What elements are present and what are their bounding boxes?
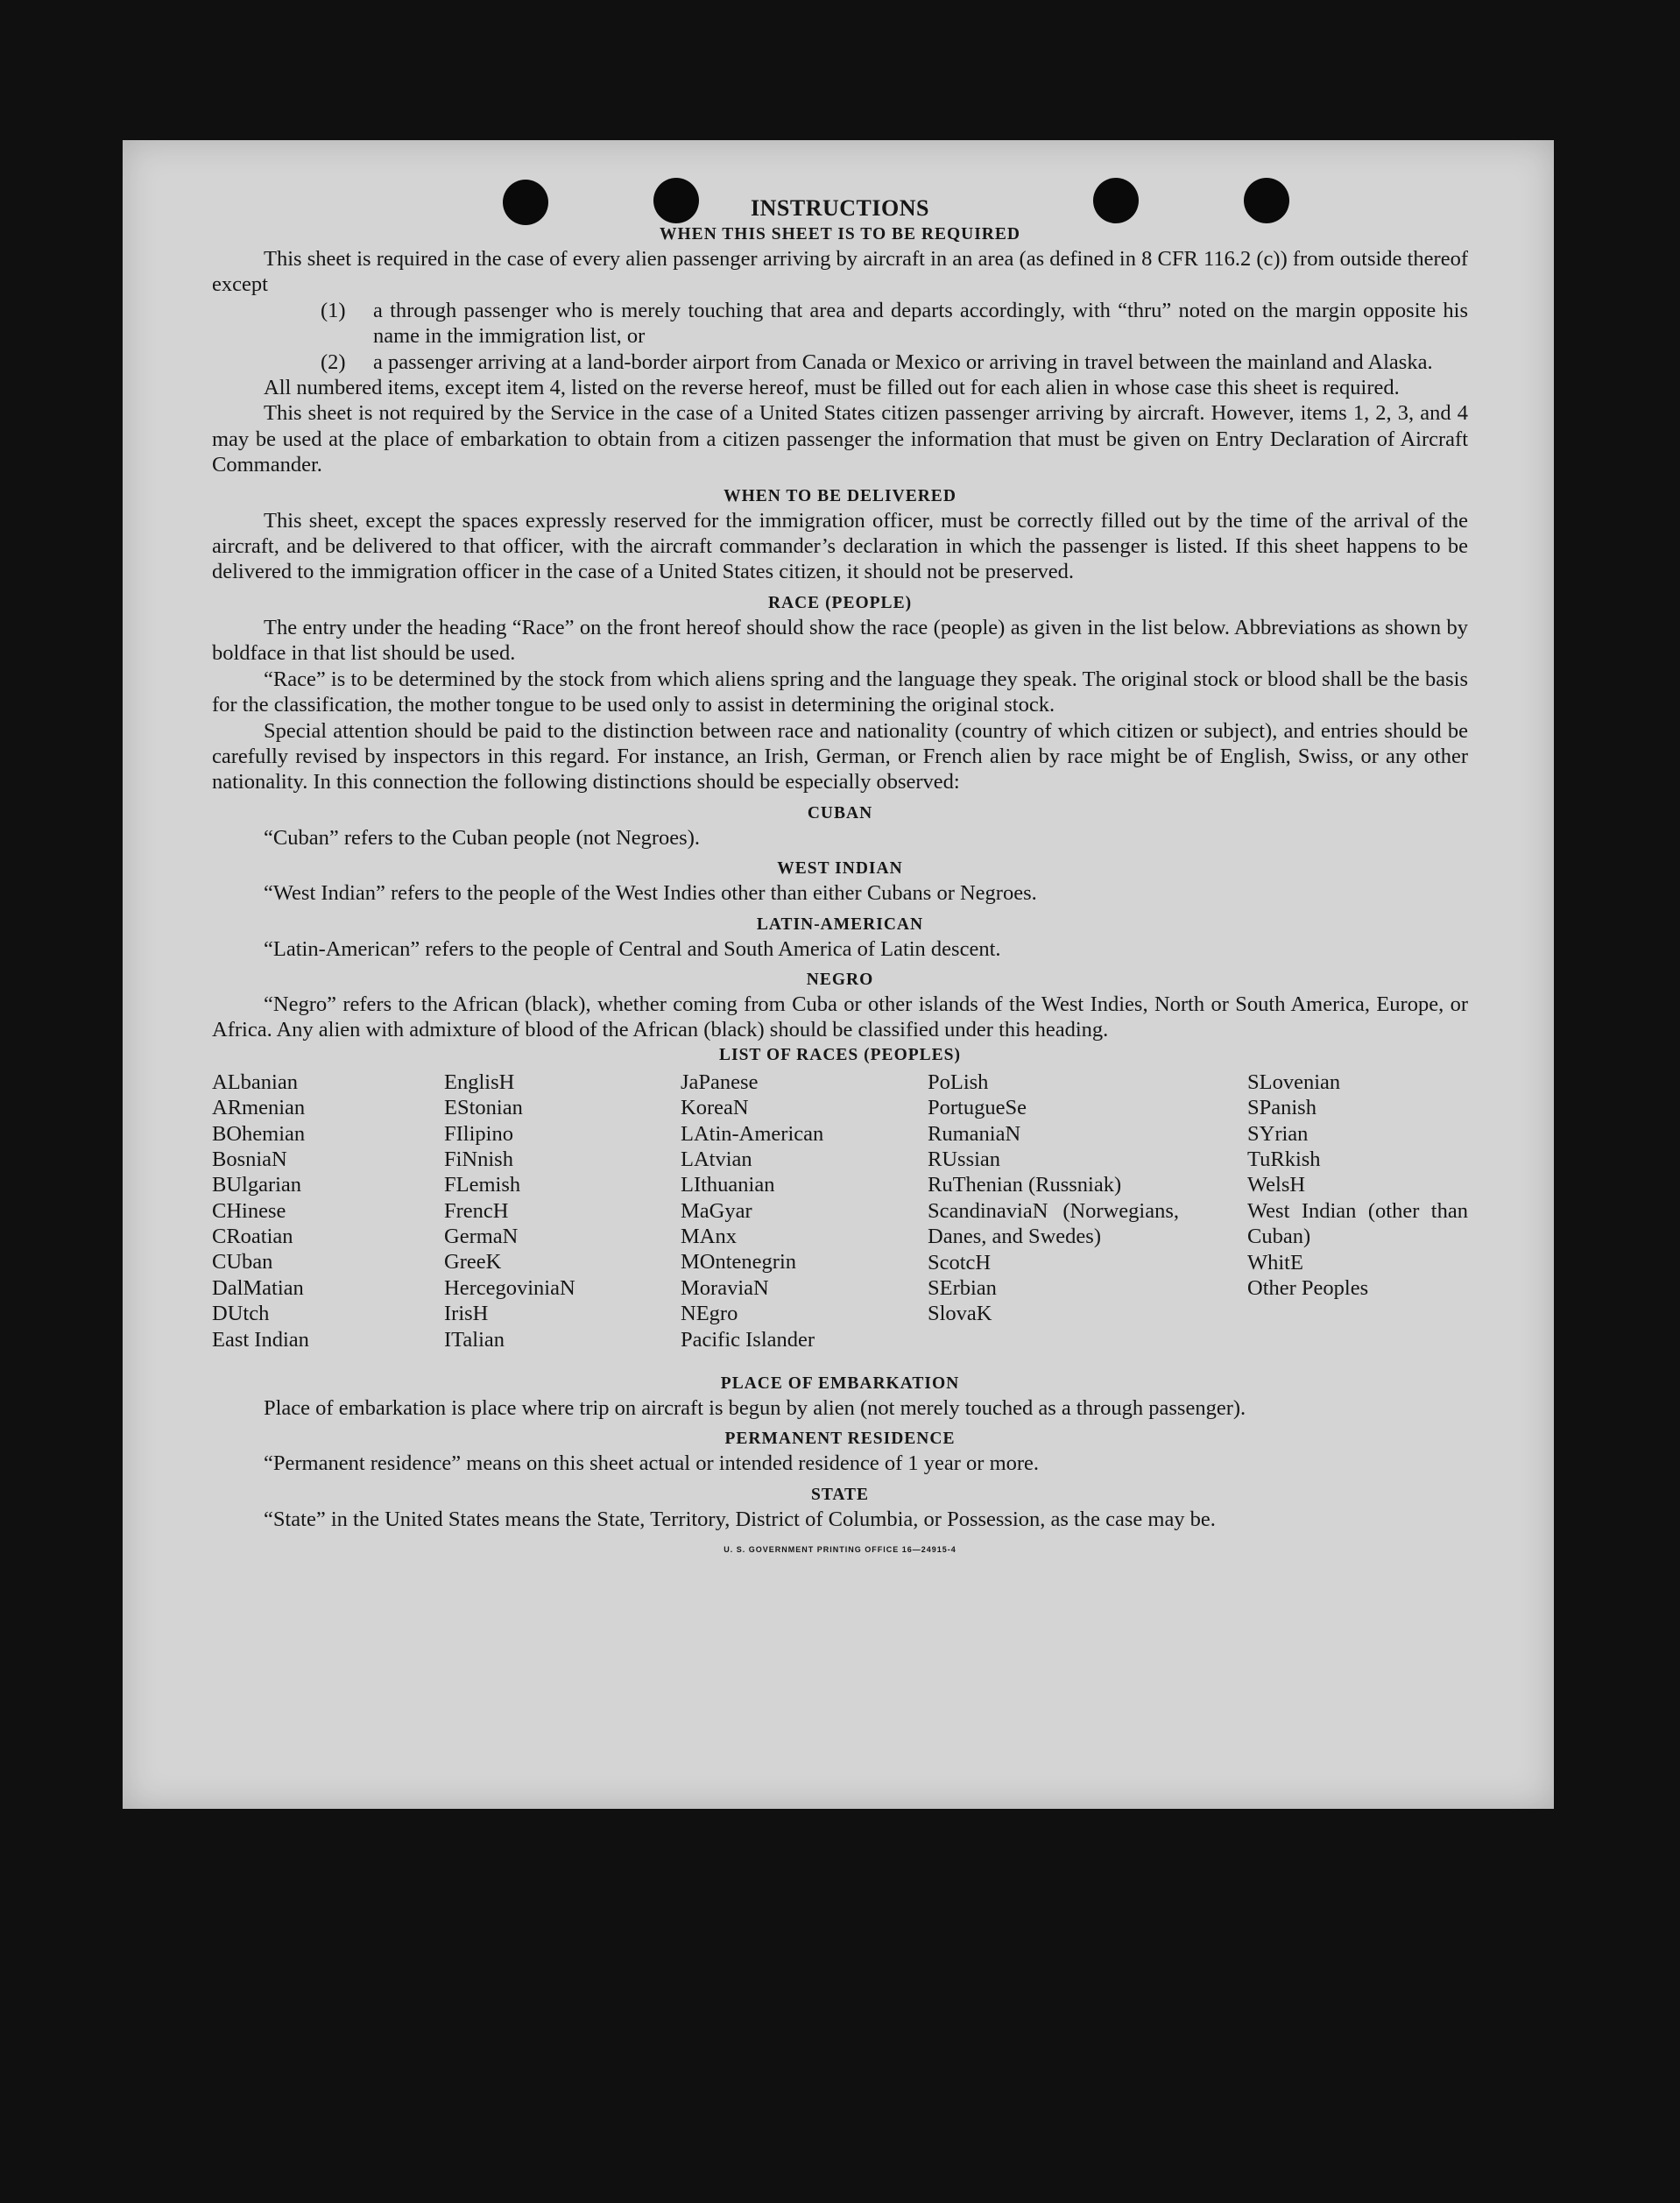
section-heading: PERMANENT RESIDENCE	[724, 1430, 956, 1449]
race-item: BosniaN	[212, 1147, 287, 1171]
race-item: BOhemian	[212, 1121, 306, 1146]
section-heading: LIST OF RACES (PEOPLES)	[718, 1045, 961, 1064]
race-item: WhitE	[1247, 1250, 1303, 1274]
race-item: DUtch	[212, 1302, 270, 1326]
paragraph: This sheet is required in the case of every alien passenger arriving by aircraft in an area (as defined in 8 CFR 116.2 (c)) from outside thereof except	[212, 247, 1468, 297]
paragraph: Special attention should be paid to the distinction between race and nationality (country of which citizen or subject), and entries should be carefully revised by inspectors in this regard. For instance, an Irish, German, or French alien by race might be of English, Swiss, or any other nationality. In this connection the following distinctions should be especially observed:	[212, 718, 1468, 794]
item-number: (2)	[321, 350, 346, 374]
race-list	[212, 1070, 1468, 1372]
race-item: BUlgarian	[212, 1173, 302, 1197]
race-item: EStonian	[444, 1096, 523, 1120]
race-item: GreeK	[444, 1250, 502, 1274]
race-item: NEgro	[681, 1302, 738, 1326]
section-heading: RACE (PEOPLE)	[767, 593, 913, 612]
race-column	[928, 1070, 1179, 1327]
race-item: DalMatian	[212, 1275, 304, 1300]
item-text: a passenger arriving at a land-border airport from Canada or Mexico or arriving in travel between the mainland and Alaska.	[373, 350, 1433, 374]
section-heading: STATE	[810, 1485, 870, 1504]
race-item: West Indian (other than Cuban)	[1247, 1198, 1468, 1249]
race-item: GermaN	[444, 1225, 519, 1249]
section-heading: PLACE OF EMBARKATION	[720, 1373, 960, 1393]
item-text: a through passenger who is merely touching that area and departs accordingly, with “thru” noted on the margin opposite his name in the immigration list, or	[373, 298, 1468, 349]
race-item: JaPanese	[681, 1070, 759, 1094]
paragraph: All numbered items, except item 4, listed on the reverse hereof, must be filled out for each alien in whose case this sheet is required.	[264, 376, 1400, 400]
race-item: SPanish	[1247, 1096, 1316, 1120]
race-item: ARmenian	[212, 1096, 306, 1120]
race-item: MaGyar	[681, 1198, 752, 1223]
race-item: FIlipino	[444, 1121, 513, 1146]
race-item: RumaniaN	[928, 1121, 1021, 1146]
race-item: CHinese	[212, 1198, 286, 1223]
exception-item	[321, 350, 1468, 375]
race-column	[681, 1070, 823, 1352]
race-item: CUban	[212, 1250, 273, 1274]
race-item: FrencH	[444, 1198, 509, 1223]
race-item: RUssian	[928, 1147, 1001, 1171]
section-heading: CUBAN	[807, 803, 873, 823]
race-item: SErbian	[928, 1275, 997, 1300]
race-item: PoLish	[928, 1070, 989, 1094]
race-item: SlovaK	[928, 1302, 992, 1326]
section-heading: WEST INDIAN	[777, 859, 903, 879]
race-item: CRoatian	[212, 1225, 293, 1249]
paragraph: “Race” is to be determined by the stock from which aliens spring and the language they speak. The original stock or blood shall be the basis for the classification, the mother tongue to be used only to assist in determining the original stock.	[212, 667, 1468, 717]
paragraph: “West Indian” refers to the people of the West Indies other than either Cubans or Negroes.	[264, 881, 1037, 906]
race-item: ScotcH	[928, 1250, 992, 1274]
race-column	[212, 1070, 309, 1352]
race-item: HercegoviniaN	[444, 1275, 575, 1300]
race-item: WelsH	[1247, 1173, 1306, 1197]
race-item: MAnx	[681, 1225, 737, 1249]
race-item: EnglisH	[444, 1070, 515, 1094]
section-heading: LATIN-AMERICAN	[756, 914, 924, 934]
race-item: MoraviaN	[681, 1275, 769, 1300]
paragraph: This sheet, except the spaces expressly reserved for the immigration officer, must be correctly filled out by the time of the arrival of the aircraft, and be delivered to that officer, with the aircraft commander’s declaration in which the passenger is listed. If this sheet happens to be delivered to the immigration officer in the case of a United States citizen, it should not be preserved.	[212, 508, 1468, 584]
paragraph: “Permanent residence” means on this sheet actual or intended residence of 1 year or more.	[264, 1451, 1040, 1476]
race-item: SYrian	[1247, 1121, 1309, 1146]
race-item: KoreaN	[681, 1096, 749, 1120]
page-title: INSTRUCTIONS	[751, 195, 929, 221]
race-item: PortugueSe	[928, 1096, 1027, 1120]
paragraph: “Negro” refers to the African (black), whether coming from Cuba or other islands of the West Indies, North or South America, Europe, or Africa. Any alien with admixture of blood of the African (black) should be classified under this heading.	[212, 992, 1468, 1042]
instruction-sheet	[123, 140, 1554, 1809]
paragraph: This sheet is not required by the Service in the case of a United States citizen passenger arriving by aircraft. However, items 1, 2, 3, and 4 may be used at the place of embarkation to obtain from a citizen passenger the information that must be given on Entry Declaration of Aircraft Commander.	[212, 401, 1468, 477]
paragraph: “Latin-American” refers to the people of Central and South America of Latin descent.	[264, 936, 1001, 961]
race-item: ALbanian	[212, 1070, 298, 1094]
paragraph: Place of embarkation is place where trip on aircraft is begun by alien (not merely touched as a through passenger).	[264, 1395, 1246, 1420]
race-item: FLemish	[444, 1173, 521, 1197]
race-item: SLovenian	[1247, 1070, 1341, 1094]
race-item: ScandinaviaN (Norwegians, Danes, and Swedes)	[928, 1198, 1179, 1249]
race-item: East Indian	[212, 1327, 309, 1352]
paragraph: The entry under the heading “Race” on the front hereof should show the race (people) as given in the list below. Abbreviations as shown by boldface in that list should be used.	[212, 615, 1468, 666]
section-heading: WHEN TO BE DELIVERED	[724, 486, 956, 505]
race-item: IrisH	[444, 1302, 489, 1326]
paragraph: “State” in the United States means the State, Territory, District of Columbia, or Possession, as the case may be.	[264, 1507, 1216, 1531]
item-number: (1)	[321, 298, 346, 322]
race-item: LAtvian	[681, 1147, 752, 1171]
race-item: TuRkish	[1247, 1147, 1321, 1171]
race-item: RuThenian (Russniak)	[928, 1173, 1122, 1197]
race-item: Pacific Islander	[681, 1327, 815, 1352]
race-item: Other Peoples	[1247, 1275, 1369, 1300]
race-item: MOntenegrin	[681, 1250, 796, 1274]
instructions-content	[212, 194, 1468, 1563]
race-item: LIthuanian	[681, 1173, 775, 1197]
exception-item	[321, 298, 1468, 350]
race-column	[1247, 1070, 1468, 1302]
paragraph: “Cuban” refers to the Cuban people (not Negroes).	[264, 825, 700, 850]
race-item: FiNnish	[444, 1147, 513, 1171]
section-heading: NEGRO	[806, 970, 874, 989]
race-item: LAtin-American	[681, 1121, 824, 1146]
race-column	[444, 1070, 575, 1352]
section-heading: WHEN THIS SHEET IS TO BE REQUIRED	[660, 225, 1020, 244]
race-item: ITalian	[444, 1327, 505, 1352]
printing-office-footer: U. S. GOVERNMENT PRINTING OFFICE 16—24915-4	[724, 1544, 956, 1554]
